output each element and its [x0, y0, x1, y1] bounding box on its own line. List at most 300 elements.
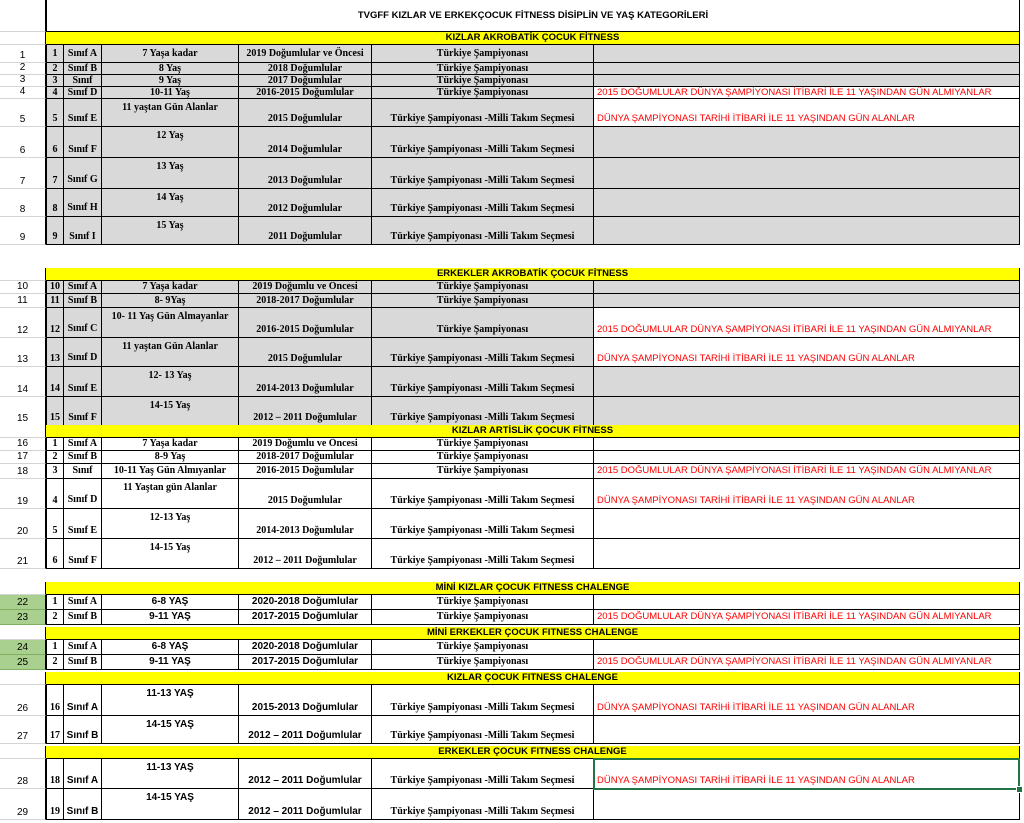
row-number-label: 16 [16, 438, 29, 449]
cell-competition[interactable] [372, 397, 594, 426]
cell-competition-text: Türkiye Şampiyonası [436, 641, 529, 652]
cell-class[interactable] [64, 451, 102, 464]
cell-birth-year[interactable] [239, 45, 372, 63]
cell-note[interactable] [594, 294, 1020, 308]
cell-competition[interactable] [372, 595, 594, 610]
cell-number[interactable] [46, 685, 64, 716]
cell-note[interactable] [594, 367, 1020, 397]
cell-number[interactable] [46, 539, 64, 569]
cell-birth-year-text: 2018 Doğumlular [267, 63, 343, 74]
cell-note[interactable] [594, 438, 1020, 451]
cell-number-text: 2 [52, 63, 58, 74]
cell-birth-year[interactable] [239, 716, 372, 744]
cell-note[interactable] [594, 610, 1020, 625]
cell-class[interactable] [64, 99, 102, 127]
cell-age[interactable] [102, 63, 239, 75]
cell-number[interactable] [46, 655, 64, 670]
row-number[interactable] [0, 217, 46, 245]
cell-number-text: 4 [52, 87, 58, 98]
cell-age[interactable] [102, 87, 239, 99]
cell-birth-year[interactable] [239, 87, 372, 99]
cell-number-text: 12 [50, 324, 60, 335]
row-number[interactable] [0, 281, 46, 294]
cell-number-text: 1 [52, 596, 58, 607]
cell-birth-year[interactable] [239, 158, 372, 189]
cell-class[interactable] [64, 189, 102, 217]
cell-number[interactable] [46, 464, 64, 479]
cell-competition[interactable] [372, 789, 594, 820]
cell-number-text: 6 [52, 555, 58, 566]
cell-age[interactable] [102, 217, 239, 245]
cell-birth-year-text: 2014-2013 Doğumlular [256, 525, 354, 536]
row-number[interactable] [0, 789, 46, 820]
cell-number[interactable] [46, 127, 64, 158]
cell-number[interactable] [46, 479, 64, 509]
cell-age-text: 10-11 Yaş [150, 87, 190, 98]
cell-competition[interactable] [372, 716, 594, 744]
row-number[interactable] [0, 451, 46, 464]
cell-note[interactable] [594, 127, 1020, 158]
row-number[interactable] [0, 438, 46, 451]
cell-note[interactable] [594, 479, 1020, 509]
cell-age[interactable] [102, 99, 239, 127]
row-header-blank[interactable] [0, 0, 46, 32]
cell-class[interactable] [64, 479, 102, 509]
cell-competition[interactable] [372, 127, 594, 158]
cell-competition-text: Türkiye Şampiyonası [436, 596, 529, 607]
cell-birth-year[interactable] [239, 759, 372, 789]
cell-note-text: DÜNYA ŞAMPİYONASI TARİHİ İTİBARİ İLE 11 YAŞINDAN GÜN ALANLAR [597, 775, 915, 786]
cell-number[interactable] [46, 451, 64, 464]
cell-competition-text: Türkiye Şampiyonası -Milli Takım Seçmesi [390, 775, 575, 786]
section-band[interactable]: ERKEKLER ÇOCUK FITNESS CHALENGE [46, 746, 1020, 759]
cell-class[interactable] [64, 294, 102, 308]
cell-class[interactable] [64, 158, 102, 189]
cell-age-text: 11 yaştan Gün Alanlar [122, 341, 218, 352]
cell-note[interactable] [594, 640, 1020, 655]
cell-age[interactable] [102, 685, 239, 716]
cell-class-text: Sınıf [72, 75, 93, 86]
cell-note[interactable] [594, 539, 1020, 569]
cell-age[interactable] [102, 308, 239, 338]
cell-age[interactable] [102, 640, 239, 655]
cell-age[interactable] [102, 281, 239, 294]
cell-number[interactable] [46, 87, 64, 99]
cell-birth-year[interactable] [239, 338, 372, 367]
cell-birth-year[interactable] [239, 509, 372, 539]
cell-number-text: 5 [52, 113, 58, 124]
row-number[interactable] [0, 308, 46, 338]
section-band[interactable]: KIZLAR ÇOCUK FITNESS CHALENGE [46, 672, 1020, 685]
cell-note[interactable] [594, 99, 1020, 127]
cell-competition-text: Türkiye Şampiyonası -Milli Takım Seçmesi [390, 113, 575, 124]
cell-birth-year[interactable] [239, 308, 372, 338]
cell-age[interactable] [102, 294, 239, 308]
cell-number-text: 2 [52, 656, 58, 667]
row-number[interactable] [0, 87, 46, 99]
cell-class-text: Sınıf A [67, 596, 98, 607]
cell-age-text: 10-11 Yaş Gün Almıyanlar [113, 465, 227, 476]
cell-birth-year-text: 2015 Doğumlular [267, 495, 343, 506]
cell-birth-year[interactable] [239, 189, 372, 217]
row-number[interactable] [0, 397, 46, 426]
cell-competition[interactable] [372, 640, 594, 655]
cell-competition[interactable] [372, 509, 594, 539]
cell-number-text: 9 [52, 231, 58, 242]
cell-class-text: Sınıf D [67, 494, 98, 505]
cell-competition-text: Türkiye Şampiyonası -Milli Takım Seçmesi [390, 144, 575, 155]
cell-note[interactable] [594, 464, 1020, 479]
cell-competition-text: Türkiye Şampiyonası [436, 324, 529, 335]
row-number[interactable] [0, 338, 46, 367]
cell-birth-year[interactable] [239, 63, 372, 75]
cell-birth-year[interactable] [239, 479, 372, 509]
cell-note[interactable] [594, 75, 1020, 87]
cell-number[interactable] [46, 63, 64, 75]
row-number-label: 25 [16, 657, 29, 668]
row-number-label: 13 [16, 354, 29, 365]
row-number-label: 5 [19, 114, 26, 125]
row-number[interactable] [0, 189, 46, 217]
cell-class[interactable] [64, 45, 102, 63]
cell-age-text: 11 yaştan Gün Alanlar [122, 102, 218, 113]
cell-birth-year-text: 2019 Doğumlular ve Öncesi [246, 47, 364, 59]
cell-number[interactable] [46, 759, 64, 789]
section-band[interactable]: ERKEKLER AKROBATİK ÇOCUK FİTNESS [46, 268, 1020, 281]
row-number[interactable] [0, 158, 46, 189]
cell-competition[interactable] [372, 338, 594, 367]
row-number[interactable] [0, 759, 46, 789]
cell-competition[interactable] [372, 281, 594, 294]
cell-birth-year[interactable] [239, 539, 372, 569]
row-number[interactable] [0, 610, 46, 625]
cell-class[interactable] [64, 716, 102, 744]
section-band[interactable]: MİNİ ERKEKLER ÇOCUK FITNESS CHALENGE [46, 627, 1020, 640]
cell-birth-year-text: 2012 Doğumlular [267, 203, 343, 214]
cell-age[interactable] [102, 539, 239, 569]
cell-number[interactable] [46, 217, 64, 245]
cell-note-text: 2015 DOĞUMLULAR DÜNYA ŞAMPİYONASI İTİBARİ İLE 11 YAŞINDAN GÜN ALMIYANLAR [597, 87, 992, 98]
cell-age[interactable] [102, 759, 239, 789]
cell-age-text: 14-15 Yaş [149, 542, 191, 553]
cell-number[interactable] [46, 716, 64, 744]
sheet-title[interactable]: TVGFF KIZLAR VE ERKEKÇOCUK FİTNESS DİSİPLİN VE YAŞ KATEGORİLERİ [46, 0, 1020, 32]
cell-birth-year[interactable] [239, 281, 372, 294]
cell-competition-text: Türkiye Şampiyonası [436, 75, 529, 86]
row-number[interactable] [0, 509, 46, 539]
cell-class[interactable] [64, 464, 102, 479]
cell-birth-year[interactable] [239, 595, 372, 610]
row-number[interactable] [0, 367, 46, 397]
row-number[interactable] [0, 539, 46, 569]
row-number-label: 2 [19, 62, 26, 73]
cell-number[interactable] [46, 610, 64, 625]
cell-number[interactable] [46, 189, 64, 217]
cell-birth-year-text: 2014 Doğumlular [267, 144, 343, 155]
cell-note-text: DÜNYA ŞAMPİYONASI TARİHİ İTİBARİ İLE 11 YAŞINDAN GÜN ALANLAR [597, 113, 915, 124]
cell-class-text: Sınıf A [66, 702, 99, 713]
cell-competition-text: Türkiye Şampiyonası -Milli Takım Seçmesi [390, 730, 575, 741]
row-number-band[interactable] [0, 425, 46, 438]
cell-competition[interactable] [372, 75, 594, 87]
row-number[interactable] [0, 45, 46, 63]
cell-age[interactable] [102, 438, 239, 451]
cell-note[interactable] [594, 158, 1020, 189]
cell-competition-text: Türkiye Şampiyonası -Milli Takım Seçmesi [390, 175, 575, 186]
cell-birth-year-text: 2016-2015 Doğumlular [256, 465, 354, 476]
cell-number[interactable] [46, 158, 64, 189]
cell-birth-year[interactable] [239, 685, 372, 716]
cell-number-text: 14 [50, 383, 60, 394]
cell-class-text: Sınıf B [67, 656, 98, 667]
cell-note[interactable] [594, 63, 1020, 75]
cell-age[interactable] [102, 595, 239, 610]
cell-age[interactable] [102, 479, 239, 509]
row-number-band[interactable] [0, 746, 46, 759]
cell-birth-year-text: 2017-2015 Doğumlular [251, 656, 359, 667]
cell-age[interactable] [102, 45, 239, 63]
row-number-label: 17 [16, 451, 29, 462]
cell-note-text: 2015 DOĞUMLULAR DÜNYA ŞAMPİYONASI İTİBARİ İLE 11 YAŞINDAN GÜN ALMIYANLAR [597, 465, 992, 476]
row-number-label: 6 [19, 145, 26, 156]
cell-competition[interactable] [372, 294, 594, 308]
cell-birth-year[interactable] [239, 464, 372, 479]
cell-birth-year[interactable] [239, 294, 372, 308]
cell-age[interactable] [102, 610, 239, 625]
cell-number[interactable] [46, 438, 64, 451]
cell-competition-text: Türkiye Şampiyonası -Milli Takım Seçmesi [390, 555, 575, 566]
cell-age[interactable] [102, 716, 239, 744]
cell-birth-year-text: 2019 Doğumlu ve Öncesi [252, 438, 358, 449]
row-number[interactable] [0, 99, 46, 127]
cell-note-text: 2015 DOĞUMLULAR DÜNYA ŞAMPİYONASI İTİBARİ İLE 11 YAŞINDAN GÜN ALMIYANLAR [597, 611, 992, 622]
section-band[interactable]: MİNİ KIZLAR ÇOCUK FITNESS CHALENGE [46, 582, 1020, 595]
cell-number-text: 3 [52, 75, 58, 86]
row-number-label: 12 [16, 325, 29, 336]
section-band[interactable]: KIZLAR AKROBATİK ÇOCUK FİTNESS [46, 32, 1020, 45]
cell-competition[interactable] [372, 685, 594, 716]
cell-age[interactable] [102, 158, 239, 189]
cell-note[interactable] [594, 87, 1020, 99]
cell-note-text: DÜNYA ŞAMPİYONASI TARİHİ İTİBARİ İLE 11 YAŞINDAN GÜN ALANLAR [597, 702, 915, 713]
row-number-label: 23 [16, 612, 29, 623]
cell-number-text: 1 [52, 641, 58, 652]
row-number[interactable] [0, 127, 46, 158]
cell-number-text: 8 [52, 203, 58, 214]
cell-competition[interactable] [372, 655, 594, 670]
cell-number-text: 4 [52, 495, 58, 506]
cell-birth-year-text: 2012 – 2011 Doğumlular [248, 730, 362, 741]
cell-class[interactable] [64, 63, 102, 75]
cell-competition[interactable] [372, 87, 594, 99]
cell-number-text: 13 [50, 353, 60, 364]
cell-number[interactable] [46, 367, 64, 397]
cell-age-text: 11-13 YAŞ [146, 762, 194, 773]
row-number[interactable] [0, 640, 46, 655]
row-number[interactable] [0, 479, 46, 509]
cell-class[interactable] [64, 685, 102, 716]
row-number-label: 18 [16, 466, 29, 477]
row-number[interactable] [0, 464, 46, 479]
cell-note[interactable] [594, 716, 1020, 744]
cell-competition[interactable] [372, 367, 594, 397]
cell-class[interactable] [64, 75, 102, 87]
cell-class[interactable] [64, 610, 102, 625]
cell-competition[interactable] [372, 217, 594, 245]
row-number-band[interactable] [0, 672, 46, 685]
cell-class[interactable] [64, 759, 102, 789]
cell-note[interactable] [594, 655, 1020, 670]
cell-class[interactable] [64, 397, 102, 426]
cell-note[interactable] [594, 281, 1020, 294]
cell-note[interactable] [594, 45, 1020, 63]
cell-age[interactable] [102, 655, 239, 670]
row-number[interactable] [0, 655, 46, 670]
cell-birth-year[interactable] [239, 640, 372, 655]
cell-age[interactable] [102, 397, 239, 426]
cell-class[interactable] [64, 281, 102, 294]
cell-birth-year-text: 2011 Doğumlular [268, 231, 342, 242]
cell-class[interactable] [64, 87, 102, 99]
cell-note[interactable] [594, 451, 1020, 464]
cell-birth-year-text: 2013 Doğumlular [267, 175, 343, 186]
cell-competition[interactable] [372, 451, 594, 464]
cell-competition[interactable] [372, 158, 594, 189]
cell-competition[interactable] [372, 189, 594, 217]
cell-class[interactable] [64, 595, 102, 610]
cell-competition-text: Türkiye Şampiyonası [436, 63, 529, 74]
cell-number-text: 15 [50, 412, 60, 423]
cell-note[interactable] [594, 595, 1020, 610]
cell-number-text: 11 [50, 294, 60, 306]
cell-competition[interactable] [372, 438, 594, 451]
cell-note[interactable] [594, 217, 1020, 245]
cell-birth-year[interactable] [239, 127, 372, 158]
cell-competition[interactable] [372, 464, 594, 479]
cell-number[interactable] [46, 45, 64, 63]
row-number[interactable] [0, 294, 46, 308]
cell-birth-year[interactable] [239, 610, 372, 625]
cell-age[interactable] [102, 127, 239, 158]
cell-note[interactable] [594, 308, 1020, 338]
cell-class[interactable] [64, 789, 102, 820]
cell-class[interactable] [64, 539, 102, 569]
cell-age[interactable] [102, 789, 239, 820]
cell-note[interactable] [594, 789, 1020, 820]
cell-birth-year-text: 2020-2018 Doğumlular [251, 596, 359, 607]
cell-number[interactable] [46, 397, 64, 426]
row-number-band[interactable] [0, 268, 46, 281]
cell-number[interactable] [46, 789, 64, 820]
cell-class[interactable] [64, 655, 102, 670]
cell-age-text: 12 Yaş [156, 130, 184, 141]
row-number-band[interactable] [0, 627, 46, 640]
cell-age[interactable] [102, 75, 239, 87]
cell-class[interactable] [64, 640, 102, 655]
cell-age[interactable] [102, 367, 239, 397]
cell-birth-year[interactable] [239, 655, 372, 670]
cell-competition[interactable] [372, 45, 594, 63]
cell-class[interactable] [64, 509, 102, 539]
cell-class[interactable] [64, 338, 102, 367]
cell-class-text: Sınıf C [67, 323, 98, 334]
cell-number[interactable] [46, 75, 64, 87]
cell-note[interactable] [594, 759, 1020, 789]
cell-class-text: Sınıf A [67, 438, 98, 449]
cell-competition[interactable] [372, 610, 594, 625]
cell-birth-year[interactable] [239, 99, 372, 127]
cell-number[interactable] [46, 294, 64, 308]
cell-competition-text: Türkiye Şampiyonası [436, 87, 529, 98]
cell-number[interactable] [46, 281, 64, 294]
cell-competition[interactable] [372, 539, 594, 569]
cell-class[interactable] [64, 308, 102, 338]
cell-birth-year[interactable] [239, 367, 372, 397]
cell-class[interactable] [64, 438, 102, 451]
cell-age[interactable] [102, 451, 239, 464]
row-number[interactable] [0, 716, 46, 744]
cell-class[interactable] [64, 367, 102, 397]
fill-handle[interactable] [1016, 786, 1023, 793]
cell-birth-year[interactable] [239, 451, 372, 464]
cell-competition[interactable] [372, 308, 594, 338]
cell-age[interactable] [102, 189, 239, 217]
cell-class-text: Sınıf B [66, 730, 99, 741]
row-number[interactable] [0, 685, 46, 716]
cell-age[interactable] [102, 509, 239, 539]
cell-competition[interactable] [372, 99, 594, 127]
cell-note[interactable] [594, 509, 1020, 539]
cell-birth-year[interactable] [239, 789, 372, 820]
cell-note[interactable] [594, 685, 1020, 716]
cell-number[interactable] [46, 595, 64, 610]
cell-age-text: 7 Yaşa kadar [142, 438, 198, 449]
cell-number[interactable] [46, 338, 64, 367]
cell-number[interactable] [46, 509, 64, 539]
cell-class[interactable] [64, 127, 102, 158]
cell-class-text: Sınıf A [67, 47, 98, 59]
row-number[interactable] [0, 595, 46, 610]
cell-age-text: 7 Yaşa kadar [142, 47, 198, 59]
cell-age[interactable] [102, 338, 239, 367]
cell-competition[interactable] [372, 479, 594, 509]
cell-birth-year[interactable] [239, 397, 372, 426]
row-number-band[interactable] [0, 582, 46, 595]
cell-class[interactable] [64, 217, 102, 245]
cell-birth-year[interactable] [239, 438, 372, 451]
cell-number[interactable] [46, 308, 64, 338]
cell-number[interactable] [46, 640, 64, 655]
row-number-label: 1 [19, 50, 26, 61]
cell-competition[interactable] [372, 759, 594, 789]
cell-age-text: 9-11 YAŞ [149, 611, 191, 622]
cell-birth-year[interactable] [239, 217, 372, 245]
section-band[interactable]: KIZLAR ARTİSLİK ÇOCUK FİTNESS [46, 425, 1020, 438]
row-number-band[interactable] [0, 32, 46, 45]
cell-competition[interactable] [372, 63, 594, 75]
cell-age[interactable] [102, 464, 239, 479]
cell-note[interactable] [594, 189, 1020, 217]
cell-class-text: Sınıf [72, 465, 93, 476]
row-number-label: 24 [16, 642, 29, 653]
cell-competition-text: Türkiye Şampiyonası -Milli Takım Seçmesi [390, 525, 575, 536]
cell-number[interactable] [46, 99, 64, 127]
cell-age-text: 8-9 Yaş [154, 451, 186, 462]
cell-note[interactable] [594, 397, 1020, 426]
cell-note[interactable] [594, 338, 1020, 367]
cell-birth-year[interactable] [239, 75, 372, 87]
cell-age-text: 7 Yaşa kadar [142, 281, 198, 292]
